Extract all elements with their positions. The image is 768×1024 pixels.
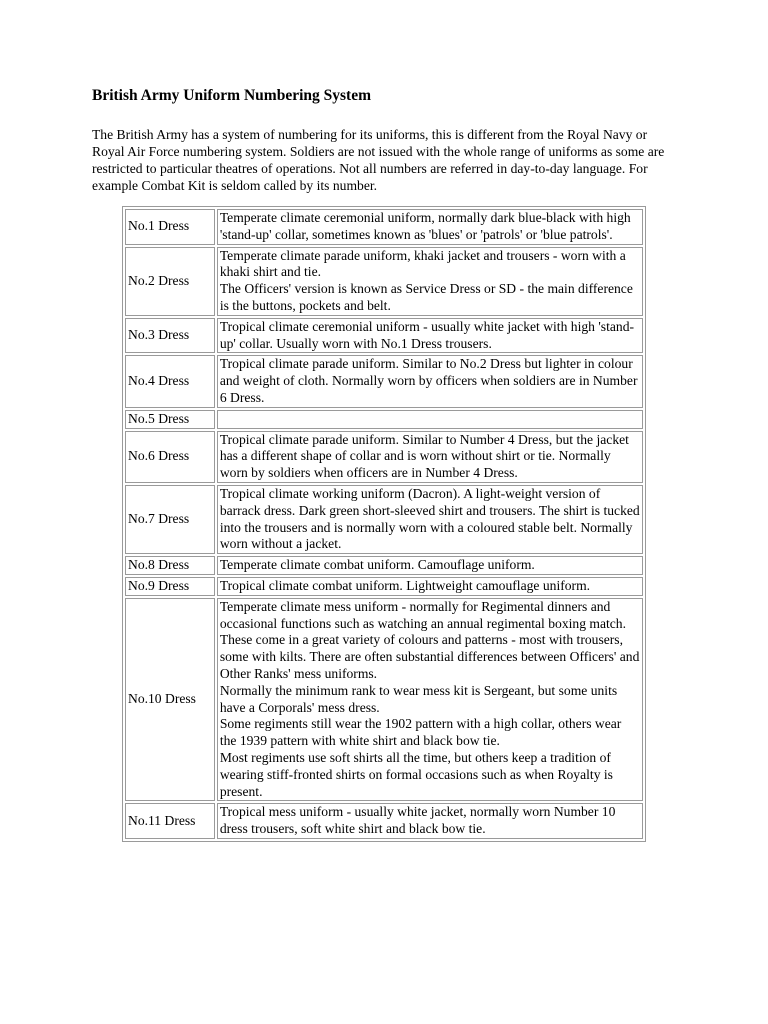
description-paragraph: Temperate climate combat uniform. Camouflage uniform. (219, 557, 535, 573)
dress-description-cell (217, 431, 643, 483)
table-row (125, 431, 643, 483)
dress-description-cell (217, 355, 643, 407)
description-paragraph: Temperate climate ceremonial uniform, normally dark blue-black with high 'stand-up' collar, sometimes known as 'blues' or 'patrols' or 'blue patrols'. (219, 210, 631, 242)
table-row (125, 318, 643, 354)
description-paragraph: Temperate climate parade uniform, khaki jacket and trousers - worn with a khaki shirt and tie. (219, 247, 626, 280)
intro-paragraph: The British Army has a system of numbering for its uniforms, this is different from the Royal Navy or Royal Air Force numbering system. Soldiers are not issued with the whole range of uniforms as some are restricted to particular theatres of operations. Not all numbers are referred in day-to-day language. For example Combat Kit is seldom called by its number. (92, 127, 665, 193)
document-title: British Army Uniform Numbering System (92, 87, 371, 104)
dress-number-cell: No.6 Dress (125, 431, 215, 483)
description-paragraph: Tropical climate working uniform (Dacron). A light-weight version of barrack dress. Dark green short-sleeved shirt and trousers. The shirt is tucked into the trousers and is normally worn with a coloured stable belt. Normally worn without a jacket. (219, 485, 640, 552)
description-paragraph: Tropical climate ceremonial uniform - usually white jacket with high 'stand-up' collar. Usually worn with No.1 Dress trousers. (219, 318, 635, 351)
dress-number-cell: No.5 Dress (125, 410, 215, 429)
dress-description-cell (217, 803, 643, 839)
description-paragraph: Normally the minimum rank to wear mess kit is Sergeant, but some units have a Corporals' mess dress. (219, 682, 618, 715)
dress-description-cell (217, 598, 643, 802)
dress-number-cell: No.7 Dress (125, 485, 215, 554)
dress-number-cell: No.11 Dress (125, 803, 215, 839)
dress-description-cell (217, 485, 643, 554)
dress-number-cell: No.10 Dress (125, 598, 215, 802)
description-paragraph: These come in a great variety of colours and patterns - most with trousers, some with kilts. There are often substantial differences between Officers' and Other Ranks' mess uniforms. (219, 632, 640, 681)
dress-number-cell: No.8 Dress (125, 556, 215, 575)
dress-description-cell (217, 318, 643, 354)
description-paragraph: Temperate climate mess uniform - normally for Regimental dinners and occasional functions such as watching an annual regimental boxing match. (219, 598, 627, 631)
dress-number-cell: No.3 Dress (125, 318, 215, 354)
dress-number-cell: No.2 Dress (125, 247, 215, 316)
dress-number-cell: No.1 Dress (125, 209, 215, 245)
table-row (125, 410, 643, 429)
table-row (125, 485, 643, 554)
dress-description-cell (217, 209, 643, 245)
dress-description-cell (217, 556, 643, 575)
description-paragraph: The Officers' version is known as Service Dress or SD - the main difference is the buttons, pockets and belt. (219, 281, 633, 313)
dress-description-cell (217, 410, 643, 429)
dress-description-cell (217, 577, 643, 596)
table-row (125, 355, 643, 407)
description-paragraph: Tropical mess uniform - usually white jacket, normally worn Number 10 dress trousers, soft white shirt and black bow tie. (219, 804, 616, 837)
dress-number-cell: No.9 Dress (125, 577, 215, 596)
dress-description-cell (217, 247, 643, 316)
description-paragraph: Tropical climate parade uniform. Similar to Number 4 Dress, but the jacket has a different shape of collar and is worn without shirt or tie. Normally worn by soldiers when officers are in Number 4 Dress. (219, 431, 629, 481)
description-paragraph: Most regiments use soft shirts all the time, but others keep a tradition of wearing stiff-fronted shirts on formal occasions such as when Royalty is present. (219, 749, 613, 799)
uniform-table-container (122, 206, 646, 842)
description-paragraph: Tropical climate parade uniform. Similar to No.2 Dress but lighter in colour and weight of cloth. Normally worn by officers when soldiers are in Number 6 Dress. (219, 356, 638, 405)
table-row (125, 556, 643, 575)
table-row (125, 577, 643, 596)
description-paragraph: Some regiments still wear the 1902 pattern with a high collar, others wear the 1939 pattern with white shirt and black bow tie. (219, 716, 622, 749)
table-row (125, 803, 643, 839)
document-page (92, 86, 682, 194)
dress-number-cell: No.4 Dress (125, 355, 215, 407)
table-row (125, 209, 643, 245)
description-paragraph: Tropical climate combat uniform. Lightweight camouflage uniform. (219, 577, 591, 593)
table-row (125, 247, 643, 316)
table-row (125, 598, 643, 802)
uniform-table (122, 206, 646, 842)
